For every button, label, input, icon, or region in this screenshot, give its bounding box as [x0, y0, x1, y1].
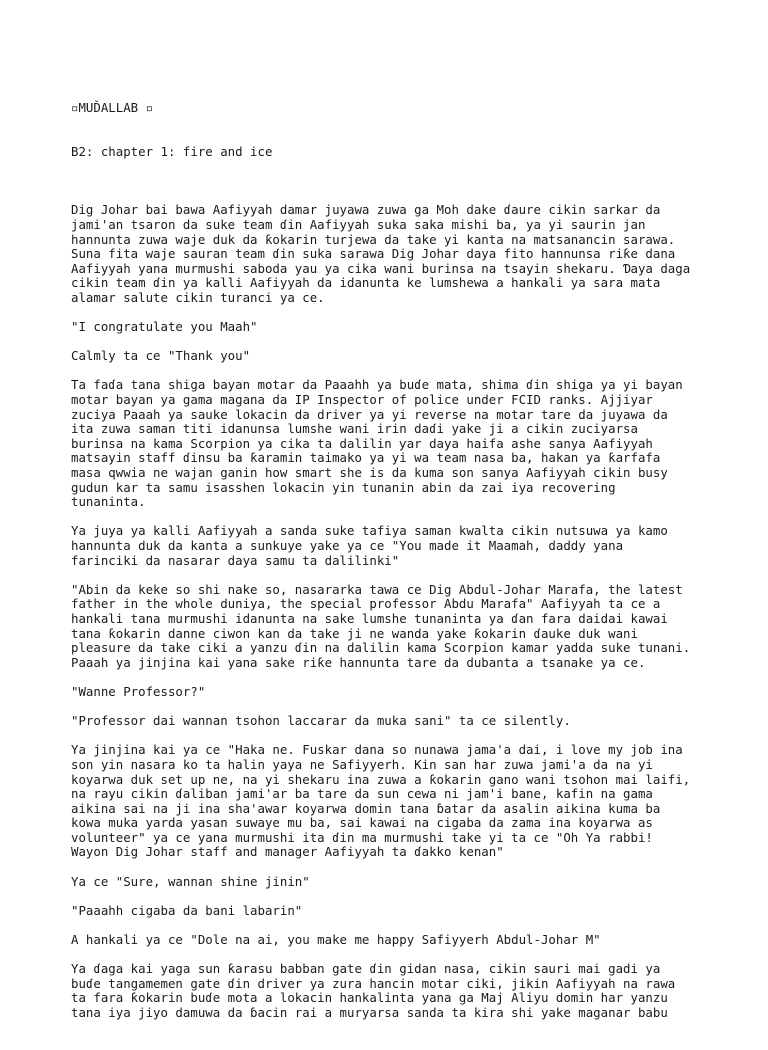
paragraph	[71, 320, 751, 335]
paragraph	[71, 203, 751, 305]
text-line: Suna fita waje sauran team ɗin suka sarawa Dig Johar daya fito hannunsa riƙe dana	[71, 246, 676, 262]
text-line: gudun kar ta samu isasshen lokacin yin tunanin abin da zai iya recovering	[71, 479, 616, 495]
text-line: matsayin staff ɗinsu ba ƙaramin taimako ya yi wa team nasa ba, hakan ya ƙarfafa	[71, 450, 661, 466]
text-line: "Abin da keke so shi nake so, nasararka tawa ce Dig Abdul-Johar Marafa, the latest	[71, 581, 683, 597]
text-line: A hankali ya ce "Dole na ai, you make me happy Safiyyerh Abdul-Johar M"	[71, 932, 601, 948]
text-line: burinsa na kama Scorpion ya cika ta dalilin ƴar daya haifa ashe sanya Aafiyyah	[71, 435, 653, 451]
document-page	[71, 72, 751, 1050]
text-line: pleasure da take ciki a yanzu ɗin na dalilin kama Scorpion kamar yadda suke tunani.	[71, 640, 691, 656]
text-line: "Paaahh cigaba da bani labarin"	[71, 902, 303, 918]
text-line: son yin nasara ko ta halin yaya ne Safiyyerh. Kin san har zuwa jami'a da na yi	[71, 756, 653, 772]
text-line: ta fara ƙokarin buɗe mota a lokacin hankalinta yana ga Maj Aliyu domin har yanzu	[71, 990, 668, 1006]
paragraph	[71, 933, 751, 948]
paragraph	[71, 378, 751, 509]
paragraph	[71, 685, 751, 700]
text-line: tana iya jiyo damuwa da ɓacin rai a muryarsa sanda ta kira shi yake maganar babu	[71, 1005, 668, 1020]
text-line: koyarwa duk set up ne, na yi shekaru ina zuwa a ƙokarin gano wani tsohon mai laifi,	[71, 771, 691, 787]
text-line: kowa muka yarda yasan suwaye mu ba, sai kawai na cigaba da zama ina koyarwa as	[71, 815, 653, 831]
text-line: zuciya Paaah ya sauke lokacin da driver ya yi reverse na motar tare da juyawa da	[71, 406, 668, 422]
chapter-heading: B2: chapter 1: fire and ice	[71, 143, 273, 159]
text-line: tana ƙokarin danne ciwon kan da take ji ne wanda yake ƙokarin ɗauke duk wani	[71, 625, 638, 641]
text-line: Aafiyyah yana murmushi saboda yau ya cika wani burinsa na tsayin shekaru. Ɗaya daga	[71, 260, 691, 276]
text-line: buɗe tangamemen gate ɗin driver ya zura hancin motar ciki, jikin Aafiyyah na rawa	[71, 975, 676, 991]
text-line: tunaninta.	[71, 494, 146, 510]
text-line: Wayon Dig Johar staff and manager Aafiyyah ta ɗakko kenan"	[71, 844, 504, 860]
text-line: "I congratulate you Maah"	[71, 319, 258, 335]
paragraph	[71, 875, 751, 890]
document-title: ▫MUĎALLAB ▫	[71, 100, 154, 116]
text-line: hannunta duk da kanta a sunkuye yake ya ce "You made it Maamah, daddy yana	[71, 538, 624, 553]
text-line: motar bayan ya gama magana da IP Inspector of police under FCID ranks. Ajjiyar	[71, 392, 653, 408]
paragraph	[71, 743, 751, 860]
text-line: Paaah ya jinjina kai yana sake riƙe hannunta tare da dubanta a tsanake ya ce.	[71, 654, 646, 670]
text-line: Calmly ta ce "Thank you"	[71, 348, 251, 364]
text-line: Ya ce "Sure, wannan shine jinin"	[71, 873, 310, 889]
paragraph	[71, 714, 751, 729]
text-line: Ya ɗaga kai yaga sun ƙarasu babban gate ɗin gidan nasa, cikin sauri mai gadi ya	[71, 961, 661, 977]
text-line: "Professor dai wannan tsohon laccarar da muka sani" ta ce silently.	[71, 713, 571, 729]
text-line: Ya juya ya kalli Aafiyyah a sanda suke tafiya saman kwalta cikin nutsuwa ya kamo	[71, 523, 668, 539]
text-line: hannunta zuwa waje duk da ƙokarin turjewa da take yi kanta na matsanancin sarawa.	[71, 231, 676, 247]
text-line: aikina sai na ji ina sha'awar koyarwa domin tana ɓatar da asalin aikina kuma ba	[71, 800, 661, 816]
paragraph	[71, 904, 751, 919]
text-line: na rayu cikin ɗaliban jami'ar ba tare da sun cewa ni jam'i bane, kafin na gama	[71, 786, 653, 802]
text-line: Ta faɗa tana shiga bayan motar da Paaahh ya buɗe mata, shima ɗin shiga ya yi bayan	[71, 377, 683, 393]
text-line: volunteer" ya ce yana murmushi ita ɗin ma murmushi take yi ta ce "Oh Ya rabbi!	[71, 829, 653, 845]
text-line: cikin team ɗin ya kalli Aafiyyah da idanunta ke lumshewa a hankali ya sara mata	[71, 275, 661, 291]
paragraph	[71, 349, 751, 364]
text-line: hankali tana murmushi idanunta na sake lumshe tunaninta ya ɗan fara daidai kawai	[71, 610, 668, 626]
text-line: Dig Johar bai bawa Aafiyyah damar juyawa zuwa ga Moh dake ɗaure cikin sarkar da	[71, 202, 661, 218]
text-line: farinciki da nasarar daya samu ta dalilinki"	[71, 552, 400, 568]
text-line: ita zuwa saman titi idanunsa lumshe wani irin daɗi yake ji a cikin zuciyarsa	[71, 421, 638, 437]
text-line: masa qwwia ne wajan ganin how smart she is da kuma son sanya Aafiyyah cikin busy	[71, 465, 668, 481]
paragraph	[71, 524, 751, 568]
text-line: alamar salute cikin turanci ya ce.	[71, 289, 325, 305]
paragraph	[71, 962, 751, 1020]
document-body	[71, 203, 751, 1020]
text-line: father in the whole duniya, the special professor Abdu Marafa" Aafiyyah ta ce a	[71, 596, 661, 612]
text-line: "Wanne Professor?"	[71, 683, 206, 699]
text-line: jami'an tsaron da suke team ɗin Aafiyyah suka saka mishi ba, ya yi saurin jan	[71, 216, 646, 232]
text-line: Ya jinjina kai ya ce "Haka ne. Fuskar dana so nunawa jama'a dai, i love my job ina	[71, 742, 683, 758]
paragraph	[71, 583, 751, 671]
